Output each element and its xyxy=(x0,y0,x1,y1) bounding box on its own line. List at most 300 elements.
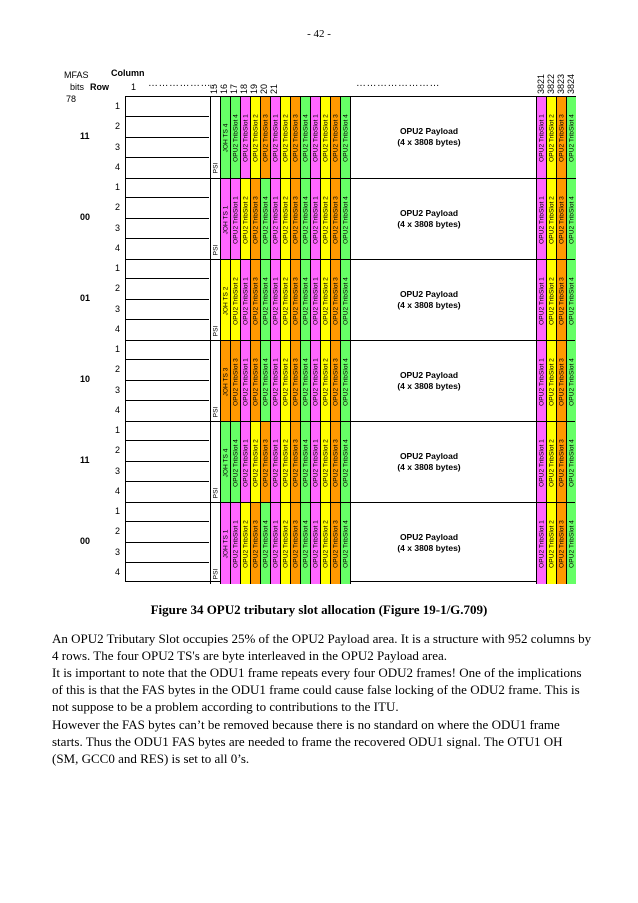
tribslot-column-right xyxy=(546,341,556,422)
payload-title: OPU2 Payload xyxy=(399,369,459,380)
tribslot-column-label: OPU2 TribSlot 1 xyxy=(312,519,319,568)
tribslot-column-label: OPU2 TribSlot 3 xyxy=(292,195,299,244)
tribslot-column xyxy=(340,260,350,341)
column-number: 19 xyxy=(249,83,259,94)
column-number: 3822 xyxy=(546,73,556,94)
row-number: 2 xyxy=(115,364,121,375)
tribslot-column xyxy=(290,260,300,341)
row-number: 2 xyxy=(115,202,121,213)
mfas-bits-value: 11 xyxy=(80,454,90,465)
col-1-label: 1 xyxy=(131,82,137,92)
row-label: Row xyxy=(90,82,109,92)
column-number: 20 xyxy=(259,83,269,94)
tribslot-column xyxy=(290,97,300,178)
tribslot-column-right-label: OPU2 TribSlot 2 xyxy=(548,519,555,568)
column-number: 21 xyxy=(269,83,279,94)
psi-cell-label: PSI xyxy=(212,244,219,256)
tribslot-column-label: OPU2 TribSlot 3 xyxy=(262,113,269,162)
multiframe-block xyxy=(126,259,575,340)
joh-cell-label: JOH TS 1 xyxy=(222,205,229,234)
tribslot-column xyxy=(230,503,240,584)
tribslot-column-label: OPU2 TribSlot 2 xyxy=(282,438,289,487)
joh-cell-label: JOH TS 4 xyxy=(222,123,229,152)
tribslot-column-right-label: OPU2 TribSlot 1 xyxy=(538,438,545,487)
tribslot-column-label: OPU2 TribSlot 3 xyxy=(332,519,339,568)
tribslot-column xyxy=(300,97,310,178)
tribslot-column-right xyxy=(536,422,546,503)
tribslot-column-label: OPU2 TribSlot 3 xyxy=(252,519,259,568)
row-divider xyxy=(125,197,209,198)
tribslot-column-right xyxy=(566,260,576,341)
tribslot-column-label: OPU2 TribSlot 2 xyxy=(252,438,259,487)
tribslot-column-label: OPU2 TribSlot 4 xyxy=(342,519,349,568)
joh-cell xyxy=(220,422,230,503)
tribslot-column xyxy=(310,260,320,341)
tribslot-column xyxy=(240,97,250,178)
tribslot-column xyxy=(290,422,300,503)
payload-size: (4 x 3808 bytes) xyxy=(397,380,461,391)
tribslot-column-label: OPU2 TribSlot 4 xyxy=(262,519,269,568)
tribslot-column-label: OPU2 TribSlot 2 xyxy=(282,357,289,406)
payload-divider xyxy=(350,179,351,260)
payload-size: (4 x 3808 bytes) xyxy=(397,461,461,472)
tribslot-column-label: OPU2 TribSlot 1 xyxy=(312,195,319,244)
tribslot-column-right-label: OPU2 TribSlot 3 xyxy=(558,113,565,162)
multiframe-block xyxy=(126,178,575,259)
bits-label: bits xyxy=(70,82,85,92)
tribslot-column-label: OPU2 TribSlot 1 xyxy=(242,113,249,162)
tribslot-column xyxy=(320,422,330,503)
row-divider xyxy=(125,380,209,381)
mfas-note: 78 xyxy=(66,94,77,104)
tribslot-column-label: OPU2 TribSlot 4 xyxy=(262,276,269,325)
tribslot-column-right xyxy=(546,97,556,178)
payload-size: (4 x 3808 bytes) xyxy=(397,542,461,553)
paragraph-2: It is important to note that the ODU1 frame repeats every four ODU2 frames! One of the implications of this is that the FAS bytes in the ODU1 frame could cause false locking of the ODU2 frame. This is not suppose to be a problem according to contributions to the ITU. xyxy=(52,665,582,714)
tribslot-column xyxy=(240,341,250,422)
tribslot-column xyxy=(280,341,290,422)
tribslot-column xyxy=(340,503,350,584)
tribslot-column-right xyxy=(566,179,576,260)
tribslot-column xyxy=(310,503,320,584)
tribslot-column xyxy=(270,97,280,178)
tribslot-column-right xyxy=(536,260,546,341)
tribslot-column-right xyxy=(536,179,546,260)
tribslot-column-right-label: OPU2 TribSlot 4 xyxy=(568,357,575,406)
psi-cell-label: PSI xyxy=(212,568,219,580)
tribslot-column-label: OPU2 TribSlot 2 xyxy=(242,519,249,568)
mfas-bits-value: 11 xyxy=(80,130,90,141)
tribslot-column-label: OPU2 TribSlot 2 xyxy=(282,276,289,325)
tribslot-column-right xyxy=(556,97,566,178)
tribslot-column-label: OPU2 TribSlot 4 xyxy=(302,276,309,325)
row-divider xyxy=(125,359,209,360)
tribslot-column xyxy=(320,260,330,341)
payload-divider xyxy=(350,341,351,422)
tribslot-column-right-label: OPU2 TribSlot 2 xyxy=(548,113,555,162)
column-number: 3821 xyxy=(536,73,546,94)
tribslot-column xyxy=(250,179,260,260)
tribslot-column-right-label: OPU2 TribSlot 2 xyxy=(548,357,555,406)
tribslot-column-label: OPU2 TribSlot 2 xyxy=(322,519,329,568)
psi-cell-label: PSI xyxy=(212,487,219,499)
payload-title: OPU2 Payload xyxy=(399,125,459,136)
row-number: 1 xyxy=(115,263,121,273)
tribslot-column-label: OPU2 TribSlot 1 xyxy=(312,113,319,162)
row-divider xyxy=(125,278,209,279)
row-divider xyxy=(125,400,209,401)
tribslot-column-right xyxy=(566,97,576,178)
tribslot-column-label: OPU2 TribSlot 1 xyxy=(272,519,279,568)
tribslot-column-right-label: OPU2 TribSlot 4 xyxy=(568,438,575,487)
tribslot-column xyxy=(230,179,240,260)
tribslot-column-label: OPU2 TribSlot 3 xyxy=(292,438,299,487)
column-label: Column xyxy=(111,68,145,78)
row-divider xyxy=(125,440,209,441)
tribslot-column xyxy=(340,422,350,503)
tribslot-column-label: OPU2 TribSlot 3 xyxy=(332,357,339,406)
tribslot-column xyxy=(300,503,310,584)
figure-caption: Figure 34 OPU2 tributary slot allocation (Figure 19-1/G.709) xyxy=(150,602,488,617)
tribslot-column-label: OPU2 TribSlot 2 xyxy=(322,195,329,244)
tribslot-column-label: OPU2 TribSlot 4 xyxy=(342,113,349,162)
tribslot-column xyxy=(280,503,290,584)
tribslot-column-right xyxy=(546,422,556,503)
multiframe-block xyxy=(126,421,575,502)
joh-cell xyxy=(220,260,230,341)
tribslot-column-label: OPU2 TribSlot 4 xyxy=(232,438,239,487)
tribslot-column xyxy=(250,422,260,503)
tribslot-column-label: OPU2 TribSlot 3 xyxy=(252,195,259,244)
tribslot-column-right-label: OPU2 TribSlot 3 xyxy=(558,276,565,325)
tribslot-column xyxy=(250,260,260,341)
tribslot-column-right xyxy=(556,179,566,260)
tribslot-column-label: OPU2 TribSlot 1 xyxy=(242,438,249,487)
tribslot-column-label: OPU2 TribSlot 3 xyxy=(292,519,299,568)
row-divider xyxy=(125,116,209,117)
tribslot-column-label: OPU2 TribSlot 3 xyxy=(252,357,259,406)
tribslot-column xyxy=(340,97,350,178)
mfas-bits-value: 01 xyxy=(80,292,91,303)
tribslot-column-right-label: OPU2 TribSlot 1 xyxy=(538,519,545,568)
tribslot-column-right-label: OPU2 TribSlot 2 xyxy=(548,438,555,487)
row-divider xyxy=(125,299,209,300)
tribslot-column-label: OPU2 TribSlot 1 xyxy=(272,276,279,325)
tribslot-column xyxy=(290,341,300,422)
row-number: 1 xyxy=(115,101,121,111)
row-divider xyxy=(125,157,209,158)
tribslot-column xyxy=(280,260,290,341)
row-number: 2 xyxy=(115,283,121,294)
multiframe-block xyxy=(126,97,575,178)
tribslot-column xyxy=(240,503,250,584)
tribslot-column-right xyxy=(546,503,556,584)
tribslot-column-label: OPU2 TribSlot 3 xyxy=(332,438,339,487)
tribslot-column xyxy=(290,179,300,260)
tribslot-column-right xyxy=(546,260,556,341)
tribslot-column-right-label: OPU2 TribSlot 4 xyxy=(568,113,575,162)
tribslot-column xyxy=(320,179,330,260)
payload-size: (4 x 3808 bytes) xyxy=(397,136,461,147)
row-number: 2 xyxy=(115,121,121,132)
tribslot-column-label: OPU2 TribSlot 2 xyxy=(282,519,289,568)
tribslot-column-right xyxy=(556,260,566,341)
tribslot-column-label: OPU2 TribSlot 4 xyxy=(302,195,309,244)
tribslot-column-label: OPU2 TribSlot 3 xyxy=(292,276,299,325)
tribslot-column-label: OPU2 TribSlot 2 xyxy=(322,113,329,162)
tribslot-column-label: OPU2 TribSlot 4 xyxy=(342,438,349,487)
tribslot-column-right xyxy=(566,341,576,422)
row-number: 2 xyxy=(115,526,121,537)
col15-upper xyxy=(210,97,220,158)
psi-cell-label: PSI xyxy=(212,406,219,418)
row-divider xyxy=(125,562,209,563)
col15-upper xyxy=(210,341,220,402)
multiframe-block xyxy=(126,502,575,583)
tribslot-column xyxy=(260,260,270,341)
row-divider xyxy=(125,542,209,543)
row-number: 4 xyxy=(115,323,121,334)
tribslot-column xyxy=(300,260,310,341)
tribslot-column xyxy=(330,179,340,260)
row-number: 4 xyxy=(115,161,121,172)
tribslot-column-right-label: OPU2 TribSlot 2 xyxy=(548,276,555,325)
tribslot-column-label: OPU2 TribSlot 3 xyxy=(292,357,299,406)
tribslot-column xyxy=(310,97,320,178)
tribslot-column-label: OPU2 TribSlot 3 xyxy=(332,113,339,162)
tribslot-column-label: OPU2 TribSlot 3 xyxy=(232,357,239,406)
tribslot-column xyxy=(330,341,340,422)
tribslot-column-right xyxy=(536,97,546,178)
tribslot-column-right-label: OPU2 TribSlot 1 xyxy=(538,195,545,244)
page-number: - 42 - xyxy=(307,28,331,40)
tribslot-column-right-label: OPU2 TribSlot 3 xyxy=(558,357,565,406)
tribslot-column xyxy=(330,503,340,584)
payload-title: OPU2 Payload xyxy=(399,450,459,461)
mfas-bits-value: 00 xyxy=(80,211,91,222)
tribslot-column-label: OPU2 TribSlot 2 xyxy=(322,357,329,406)
multiframe-block xyxy=(126,340,575,421)
tribslot-column-label: OPU2 TribSlot 1 xyxy=(272,438,279,487)
joh-cell xyxy=(220,97,230,178)
tribslot-column xyxy=(270,341,280,422)
tribslot-column xyxy=(280,422,290,503)
col15-upper xyxy=(210,179,220,240)
row-number: 3 xyxy=(115,303,121,314)
psi-cell xyxy=(210,158,220,178)
tribslot-column-label: OPU2 TribSlot 4 xyxy=(232,113,239,162)
tribslot-column-right-label: OPU2 TribSlot 3 xyxy=(558,438,565,487)
row-divider xyxy=(125,238,209,239)
tribslot-column-label: OPU2 TribSlot 4 xyxy=(262,195,269,244)
tribslot-column xyxy=(260,179,270,260)
tribslot-column xyxy=(240,260,250,341)
tribslot-column-right-label: OPU2 TribSlot 4 xyxy=(568,276,575,325)
tribslot-column-label: OPU2 TribSlot 4 xyxy=(342,276,349,325)
tribslot-column xyxy=(280,179,290,260)
row-number: 4 xyxy=(115,485,121,496)
tribslot-column-right xyxy=(536,503,546,584)
tribslot-column xyxy=(230,97,240,178)
joh-cell-label: JOH TS 4 xyxy=(222,448,229,477)
joh-cell xyxy=(220,179,230,260)
payload-divider xyxy=(350,422,351,503)
tribslot-column xyxy=(340,341,350,422)
psi-cell-label: PSI xyxy=(212,325,219,337)
opu2-payload-label xyxy=(354,532,504,554)
tribslot-column xyxy=(290,503,300,584)
column-number: 16 xyxy=(219,83,229,94)
tribslot-column-right xyxy=(556,341,566,422)
tribslot-column-label: OPU2 TribSlot 1 xyxy=(312,438,319,487)
tribslot-column-label: OPU2 TribSlot 2 xyxy=(322,276,329,325)
tribslot-column-label: OPU2 TribSlot 2 xyxy=(322,438,329,487)
tribslot-column xyxy=(330,260,340,341)
tribslot-column-label: OPU2 TribSlot 4 xyxy=(262,357,269,406)
tribslot-column-label: OPU2 TribSlot 4 xyxy=(342,357,349,406)
opu2-payload-label xyxy=(354,451,504,473)
tribslot-column-label: OPU2 TribSlot 4 xyxy=(342,195,349,244)
tribslot-column xyxy=(330,422,340,503)
payload-divider xyxy=(350,503,351,584)
row-divider xyxy=(125,218,209,219)
payload-size: (4 x 3808 bytes) xyxy=(397,218,461,229)
tribslot-column-label: OPU2 TribSlot 4 xyxy=(302,438,309,487)
row-number: 4 xyxy=(115,566,121,577)
tribslot-column xyxy=(280,97,290,178)
tribslot-column-label: OPU2 TribSlot 4 xyxy=(302,357,309,406)
tribslot-column-label: OPU2 TribSlot 2 xyxy=(282,195,289,244)
joh-cell-label: JOH TS 2 xyxy=(222,286,229,315)
tribslot-column xyxy=(340,179,350,260)
tribslot-column-right xyxy=(546,179,556,260)
tribslot-column xyxy=(330,97,340,178)
payload-divider xyxy=(350,260,351,341)
joh-cell-label: JOH TS 1 xyxy=(222,529,229,558)
psi-cell xyxy=(210,564,220,584)
tribslot-column xyxy=(250,503,260,584)
tribslot-column xyxy=(270,503,280,584)
row-number: 1 xyxy=(115,182,121,192)
row-number: 3 xyxy=(115,141,121,152)
mfas-bits-value: 00 xyxy=(80,535,91,546)
tribslot-column xyxy=(240,179,250,260)
col15-upper xyxy=(210,503,220,564)
joh-cell-label: JOH TS 3 xyxy=(222,367,229,396)
row-number: 3 xyxy=(115,384,121,395)
tribslot-column xyxy=(310,179,320,260)
column-number: 15 xyxy=(209,83,219,94)
tribslot-column xyxy=(230,422,240,503)
opu2-payload-label xyxy=(354,370,504,392)
tribslot-column xyxy=(300,341,310,422)
tribslot-column-right-label: OPU2 TribSlot 1 xyxy=(538,276,545,325)
tribslot-column-right-label: OPU2 TribSlot 4 xyxy=(568,195,575,244)
tribslot-column-label: OPU2 TribSlot 2 xyxy=(232,276,239,325)
row-divider xyxy=(125,137,209,138)
tribslot-column xyxy=(240,422,250,503)
tribslot-column-label: OPU2 TribSlot 1 xyxy=(272,195,279,244)
tribslot-column xyxy=(260,422,270,503)
psi-cell xyxy=(210,402,220,422)
tribslot-column xyxy=(230,341,240,422)
tribslot-column-right xyxy=(566,503,576,584)
tribslot-column-right-label: OPU2 TribSlot 1 xyxy=(538,113,545,162)
tribslot-column-label: OPU2 TribSlot 2 xyxy=(242,195,249,244)
tribslot-column-right-label: OPU2 TribSlot 2 xyxy=(548,195,555,244)
tribslot-column-label: OPU2 TribSlot 3 xyxy=(262,438,269,487)
tribslot-column-right xyxy=(536,341,546,422)
row-number: 1 xyxy=(115,344,121,354)
row-number: 1 xyxy=(115,425,121,435)
dots-left: ………………. xyxy=(148,78,215,89)
tribslot-column xyxy=(310,422,320,503)
tribslot-column xyxy=(250,341,260,422)
tribslot-column-label: OPU2 TribSlot 2 xyxy=(252,113,259,162)
row-number: 4 xyxy=(115,242,121,253)
tribslot-column xyxy=(310,341,320,422)
tribslot-grid xyxy=(125,96,576,582)
payload-divider xyxy=(350,97,351,178)
tribslot-column xyxy=(320,341,330,422)
mfas-label: MFAS xyxy=(64,70,89,80)
psi-cell xyxy=(210,483,220,503)
opu2-payload-label xyxy=(354,208,504,230)
tribslot-column xyxy=(270,422,280,503)
tribslot-column-right-label: OPU2 TribSlot 4 xyxy=(568,519,575,568)
tribslot-column-label: OPU2 TribSlot 4 xyxy=(302,519,309,568)
tribslot-column xyxy=(300,179,310,260)
column-number: 18 xyxy=(239,83,249,94)
tribslot-column-label: OPU2 TribSlot 1 xyxy=(232,519,239,568)
column-number: 17 xyxy=(229,83,239,94)
tribslot-column xyxy=(270,179,280,260)
tribslot-column-right-label: OPU2 TribSlot 3 xyxy=(558,519,565,568)
tribslot-column-label: OPU2 TribSlot 1 xyxy=(232,195,239,244)
tribslot-column-label: OPU2 TribSlot 3 xyxy=(332,276,339,325)
payload-title: OPU2 Payload xyxy=(399,288,459,299)
tribslot-column xyxy=(260,97,270,178)
paragraph-1: An OPU2 Tributary Slot occupies 25% of the OPU2 Payload area. It is a structure with 952 columns by 4 rows. The four OPU2 TS's are byte interleaved in the OPU2 Payload area. xyxy=(52,631,592,663)
row-number: 2 xyxy=(115,445,121,456)
psi-cell xyxy=(210,321,220,341)
tribslot-column-label: OPU2 TribSlot 2 xyxy=(282,113,289,162)
tribslot-column xyxy=(270,260,280,341)
tribslot-column-label: OPU2 TribSlot 4 xyxy=(302,113,309,162)
tribslot-column-right xyxy=(566,422,576,503)
joh-cell xyxy=(220,503,230,584)
tribslot-column-label: OPU2 TribSlot 1 xyxy=(272,113,279,162)
tribslot-column-label: OPU2 TribSlot 1 xyxy=(312,276,319,325)
tribslot-column-label: OPU2 TribSlot 3 xyxy=(292,113,299,162)
tribslot-column xyxy=(320,503,330,584)
row-divider xyxy=(125,319,209,320)
tribslot-column-right xyxy=(556,422,566,503)
tribslot-column xyxy=(320,97,330,178)
psi-cell xyxy=(210,240,220,260)
tribslot-column-label: OPU2 TribSlot 1 xyxy=(272,357,279,406)
row-divider xyxy=(125,521,209,522)
tribslot-column xyxy=(260,341,270,422)
payload-title: OPU2 Payload xyxy=(399,207,459,218)
tribslot-column-right-label: OPU2 TribSlot 1 xyxy=(538,357,545,406)
tribslot-column-right xyxy=(556,503,566,584)
payload-title: OPU2 Payload xyxy=(399,531,459,542)
tribslot-column xyxy=(300,422,310,503)
row-number: 3 xyxy=(115,546,121,557)
dots-right: …………………… xyxy=(356,78,440,89)
row-number: 3 xyxy=(115,222,121,233)
